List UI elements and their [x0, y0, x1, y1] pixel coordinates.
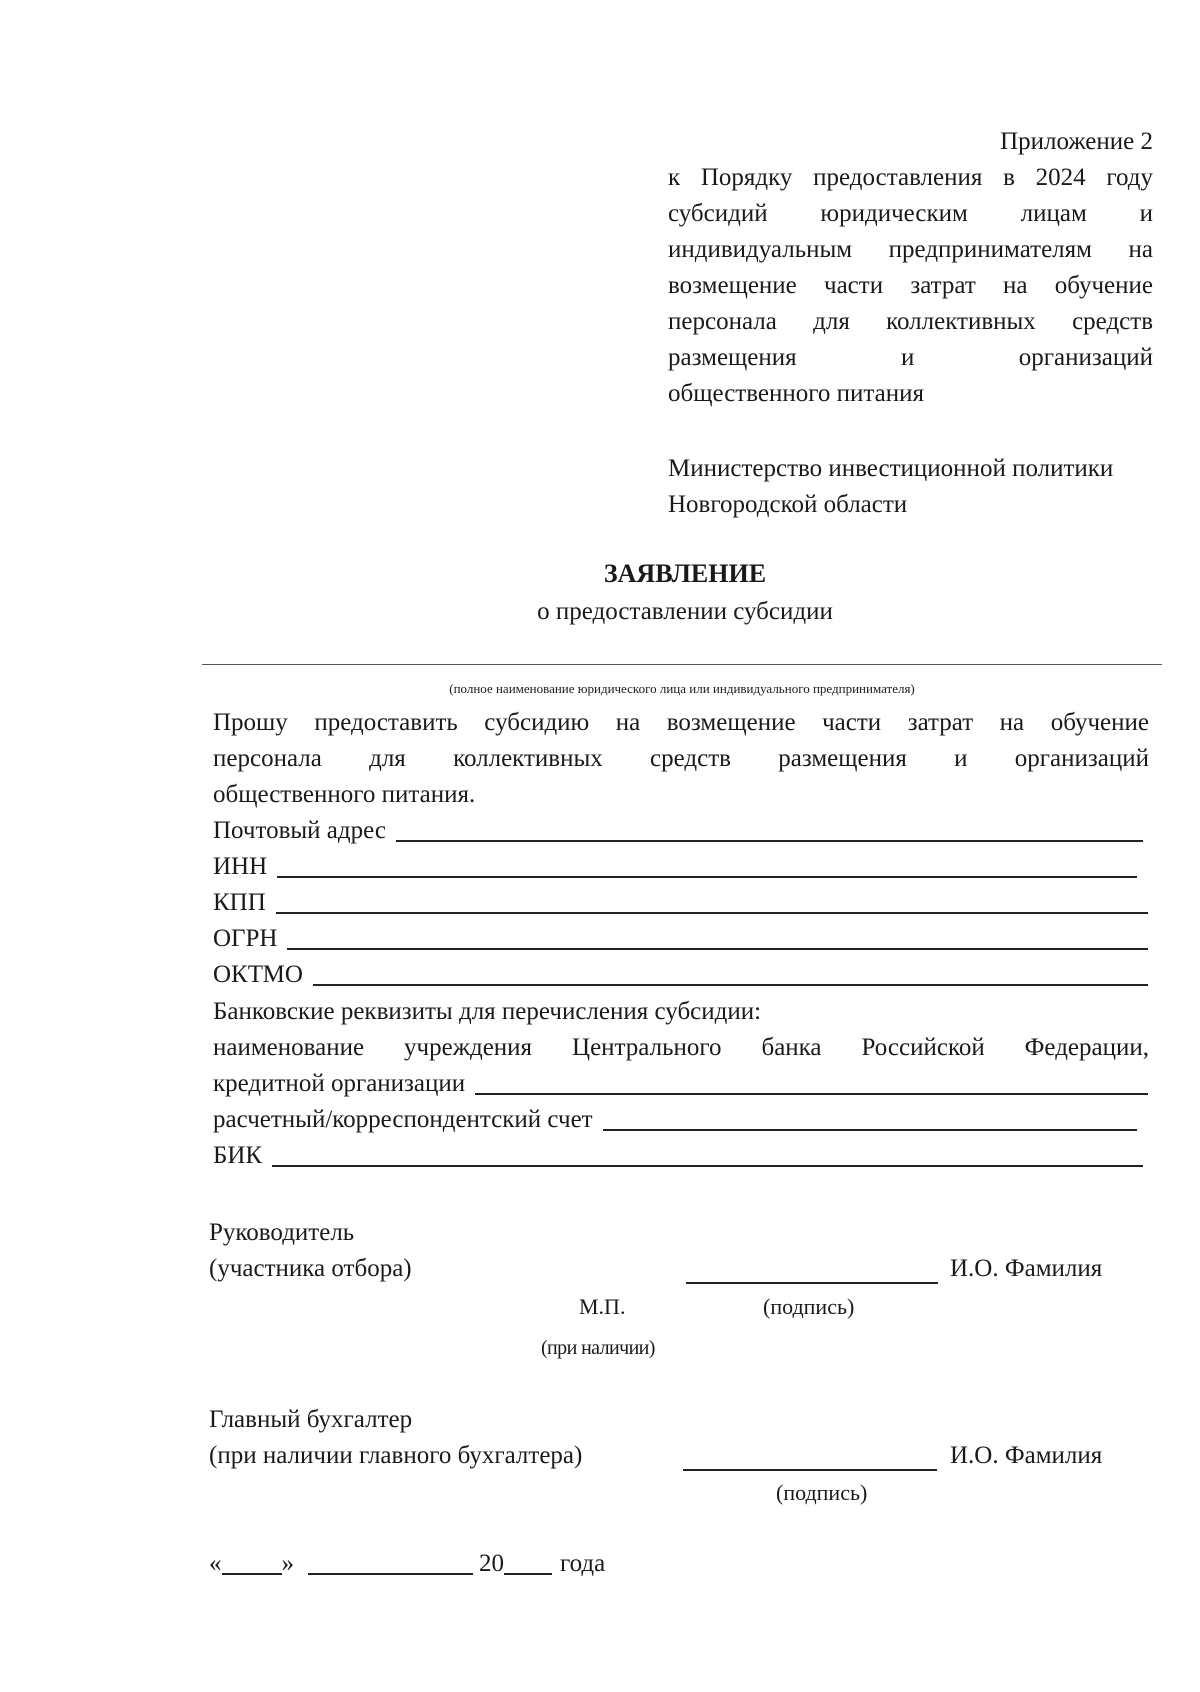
date-century: 20: [479, 1550, 504, 1577]
date-line: [209, 1546, 605, 1582]
accountant-role-note: (при наличии главного бухгалтера): [209, 1442, 583, 1469]
request-line: Прошу предоставить субсидию на возмещение части затрат на обучение: [213, 709, 1149, 736]
credit-organization-row: [213, 1066, 1148, 1102]
bik-row: [213, 1138, 1143, 1174]
ogrn-label: ОГРН: [213, 925, 278, 952]
document-subtitle: о предоставлении субсидии: [537, 598, 833, 625]
appendix-line: общественного питания: [668, 380, 924, 407]
oktmo-label: ОКТМО: [213, 961, 303, 988]
appendix-line: к Порядку предоставления в 2024 году: [668, 164, 1153, 191]
bik-field[interactable]: [272, 1164, 1143, 1167]
date-month-field[interactable]: [308, 1573, 473, 1575]
head-signature-field[interactable]: [686, 1282, 938, 1284]
seal-label: М.П.: [579, 1294, 626, 1319]
appendix-line: индивидуальным предпринимателям на: [668, 236, 1153, 263]
oktmo-row: [213, 957, 1148, 993]
addressee-block: [668, 451, 1153, 523]
accountant-role: Главный бухгалтер: [209, 1406, 413, 1433]
date-close-quote: »: [281, 1550, 294, 1577]
organization-name-field[interactable]: [202, 664, 1162, 665]
credit-organization-label: кредитной организации: [213, 1070, 466, 1097]
inn-field[interactable]: [277, 875, 1137, 878]
account-field[interactable]: [603, 1128, 1137, 1131]
oktmo-field[interactable]: [313, 983, 1148, 986]
accountant-signature-caption: (подпись): [776, 1480, 868, 1505]
seal-note: (при наличии): [541, 1337, 655, 1359]
postal-address-label: Почтовый адрес: [213, 817, 386, 844]
bank-institution-line: наименование учреждения Центрального банка Российской Федерации,: [213, 1034, 1149, 1061]
postal-address-field[interactable]: [396, 839, 1143, 842]
organization-name-hint: (полное наименование юридического лица или индивидуального предпринимателя): [449, 681, 915, 696]
credit-organization-field[interactable]: [475, 1092, 1148, 1095]
request-paragraph: [213, 705, 1149, 813]
appendix-number: Приложение 2: [1000, 128, 1153, 155]
date-year-field[interactable]: [504, 1573, 552, 1575]
appendix-line: возмещение части затрат на обучение: [668, 272, 1153, 299]
inn-row: [213, 849, 1137, 885]
head-signature-caption: (подпись): [763, 1294, 855, 1319]
date-open-quote: «: [209, 1550, 222, 1577]
accountant-signature-field[interactable]: [683, 1469, 937, 1471]
bik-label: БИК: [213, 1142, 263, 1169]
appendix-line: субсидий юридическим лицам и: [668, 200, 1153, 227]
date-year-word: года: [560, 1550, 606, 1577]
kpp-field[interactable]: [276, 911, 1148, 914]
inn-label: ИНН: [213, 853, 268, 880]
head-role-note: (участника отбора): [209, 1255, 412, 1282]
account-row: [213, 1102, 1137, 1138]
request-line: персонала для коллективных средств размещения и организаций: [213, 745, 1149, 772]
postal-address-row: [213, 813, 1143, 849]
accountant-name: И.О. Фамилия: [950, 1442, 1103, 1469]
head-name: И.О. Фамилия: [950, 1255, 1103, 1282]
head-role: Руководитель: [209, 1219, 355, 1246]
account-label: расчетный/корреспондентский счет: [213, 1106, 593, 1133]
bank-heading: Банковские реквизиты для перечисления субсидии:: [213, 998, 762, 1025]
appendix-block: [668, 124, 1153, 412]
ogrn-row: [213, 921, 1148, 957]
kpp-row: [213, 885, 1148, 921]
document-title: ЗАЯВЛЕНИЕ: [603, 559, 767, 588]
addressee-line: Министерство инвестиционной политики: [668, 455, 1114, 482]
appendix-line: персонала для коллективных средств: [668, 308, 1153, 335]
kpp-label: КПП: [213, 889, 266, 916]
date-day-field[interactable]: [222, 1573, 282, 1575]
ogrn-field[interactable]: [287, 947, 1148, 950]
request-line: общественного питания.: [213, 781, 476, 808]
appendix-line: размещения и организаций: [668, 344, 1153, 371]
addressee-line: Новгородской области: [668, 491, 908, 518]
